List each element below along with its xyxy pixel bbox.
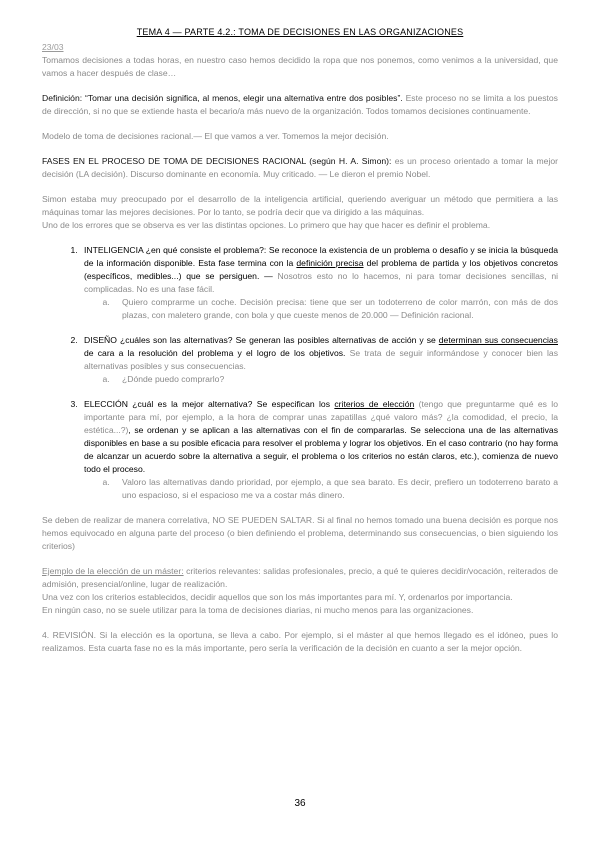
phases-list (42, 244, 558, 502)
phase2-underlined: determinan sus consecuencias (438, 335, 558, 345)
phase1-text-b: del problema de partida y los objetivos concretos (específicos, medibles...) que se persiguen. — (84, 258, 558, 281)
definition-note: Este proceso no se limita a los puestos de dirección, si no que se extiende hasta el becario/a más nuevo de la organización. Todos tomamos decisiones continuamente. (42, 93, 558, 116)
phase2-text: DISEÑO ¿cuáles son las alternativas? Se generan las posibles alternativas de acción y se (84, 335, 439, 345)
phase2-text-b: de cara a la resolución del problema y el logro de los objetivos. (84, 348, 346, 358)
phases-heading: FASES EN EL PROCESO DE TOMA DE DECISIONES RACIONAL (según H. A. Simon): (42, 156, 392, 166)
document-page (42, 26, 558, 655)
phase1-underlined: definición precisa (296, 258, 364, 268)
criteria-paragraph: Una vez con los criterios establecidos, decidir aquellos que son los más importantes para mí. Y, ordenarlos por importancia. (42, 592, 513, 602)
errors-paragraph: Uno de los errores que se observa es ver las distintas opciones. Lo primero que hay que hacer es definir el problema. (42, 220, 491, 230)
phases-paragraph (42, 155, 558, 181)
correlative-paragraph: Se deben de realizar de manera correlativa, NO SE PUEDEN SALTAR. Si al final no hemos tomado una buena decisión es porque nos hemos equivocado en alguna parte del proceso (o bien definiendo el problema, determinando sus consecuencias, o bien siguiendo los criterios) (42, 515, 558, 551)
model-paragraph: Modelo de toma de decisiones racional.— El que vamos a ver. Tomemos la mejor decisión. (42, 131, 389, 141)
definition-bold: Definición: “Tomar una decisión significa, al menos, elegir una alternativa entre dos posibles”. (42, 93, 403, 103)
simon-paragraph: Simon estaba muy preocupado por el desarrollo de la inteligencia artificial, queriendo averiguar un método que permitiera a las máquinas tomar las mejores decisiones. Por lo tanto, se podría decir que va dirigido a las máquinas. (42, 194, 558, 217)
never-paragraph: En ningún caso, no se suele utilizar para la toma de decisiones diarias, ni mucho menos para las organizaciones. (42, 605, 474, 615)
master-heading: Ejemplo de la elección de un máster: (42, 566, 184, 576)
list-item (80, 398, 558, 502)
list-item (80, 334, 558, 386)
phases-note: es un proceso orientado a tomar la mejor decisión (LA decisión). Discurso dominante en economía. Muy criticado. — Le dieron el premio Nobel. (42, 156, 558, 179)
phase3-underlined: criterios de elección (334, 399, 415, 409)
list-item: a. ¿Dónde puedo comprarlo? (112, 373, 558, 386)
list-item: a. Quiero comprarme un coche. Decisión precisa: tiene que ser un todoterreno de color marrón, con más de dos plazas, con maletero grande, con bola y que cueste menos de 20.000 — Definición racional. (112, 296, 558, 322)
master-paragraph (42, 565, 558, 591)
phase2-sublist (84, 373, 558, 386)
list-item: a. Valoro las alternativas dando prioridad, por ejemplo, a que sea barato. Es decir, prefiero un todoterreno barato a uno espacioso, si el espacioso me va a costar más dinero. (112, 476, 558, 502)
definition-paragraph (42, 92, 558, 118)
phase1-text: INTELIGENCIA ¿en qué consiste el problema?: Se reconoce la existencia de un problema o desafío y se inicia la búsqueda de la información disponible. Esta fase termina con la (84, 245, 558, 268)
date-label: 23/03 (42, 42, 64, 52)
list-item (80, 244, 558, 322)
phase1-note: Nosotros esto no lo hacemos, ni para tomar decisiones sencillas, ni complicadas. No es una fase fácil. (84, 271, 559, 294)
phase3-note: (tengo que preguntarme qué es lo importante para mí, por ejemplo, a la hora de comprar unas zapatillas ¿qué valoro más? ¿la comodidad, el precio, la estética...?) (84, 399, 558, 435)
page-title: TEMA 4 — PARTE 4.2.: TOMA DE DECISIONES EN LAS ORGANIZACIONES (136, 27, 464, 37)
intro-paragraph: Tomamos decisiones a todas horas, en nuestro caso hemos decidido la ropa que nos ponemos, como venimos a la universidad, que vamos a hacer después de clase… (42, 55, 558, 78)
phase3-sublist (84, 476, 558, 502)
master-text: criterios relevantes: salidas profesionales, precio, a qué te quieres decidir/vocación, reiterados de admisión, presencial/online, lugar de realización. (42, 566, 558, 589)
phase1-sublist (84, 296, 558, 322)
page-number: 36 (294, 798, 306, 809)
phase3-text-b: , se ordenan y se aplican a las alternativas con el fin de compararlas. Se selecciona una de las alternativas disponibles en base a su posible eficacia para resolver el problema y lograr los objetivos. En el caso contrario (no hay forma de alcanzar un acuerdo sobre la alternativa a seguir, el problema o los criterios no están claros, etc.), comienza de nuevo todo el proceso. (84, 425, 558, 474)
phase3-text: ELECCIÓN ¿cuál es la mejor alternativa? Se especifican los (84, 399, 335, 409)
phase2-note: Se trata de seguir informándose y conocer bien las alternativas posibles y sus consecuencias. (84, 348, 558, 371)
revision-paragraph: 4. REVISIÓN. Si la elección es la oportuna, se lleva a cabo. Por ejemplo, si el máster al que hemos llegado es el idóneo, pues lo realizamos. Esta cuarta fase no es la más importante, pero sería la verificación de la decisión en cuanto a ser la mejor opción. (42, 630, 558, 653)
